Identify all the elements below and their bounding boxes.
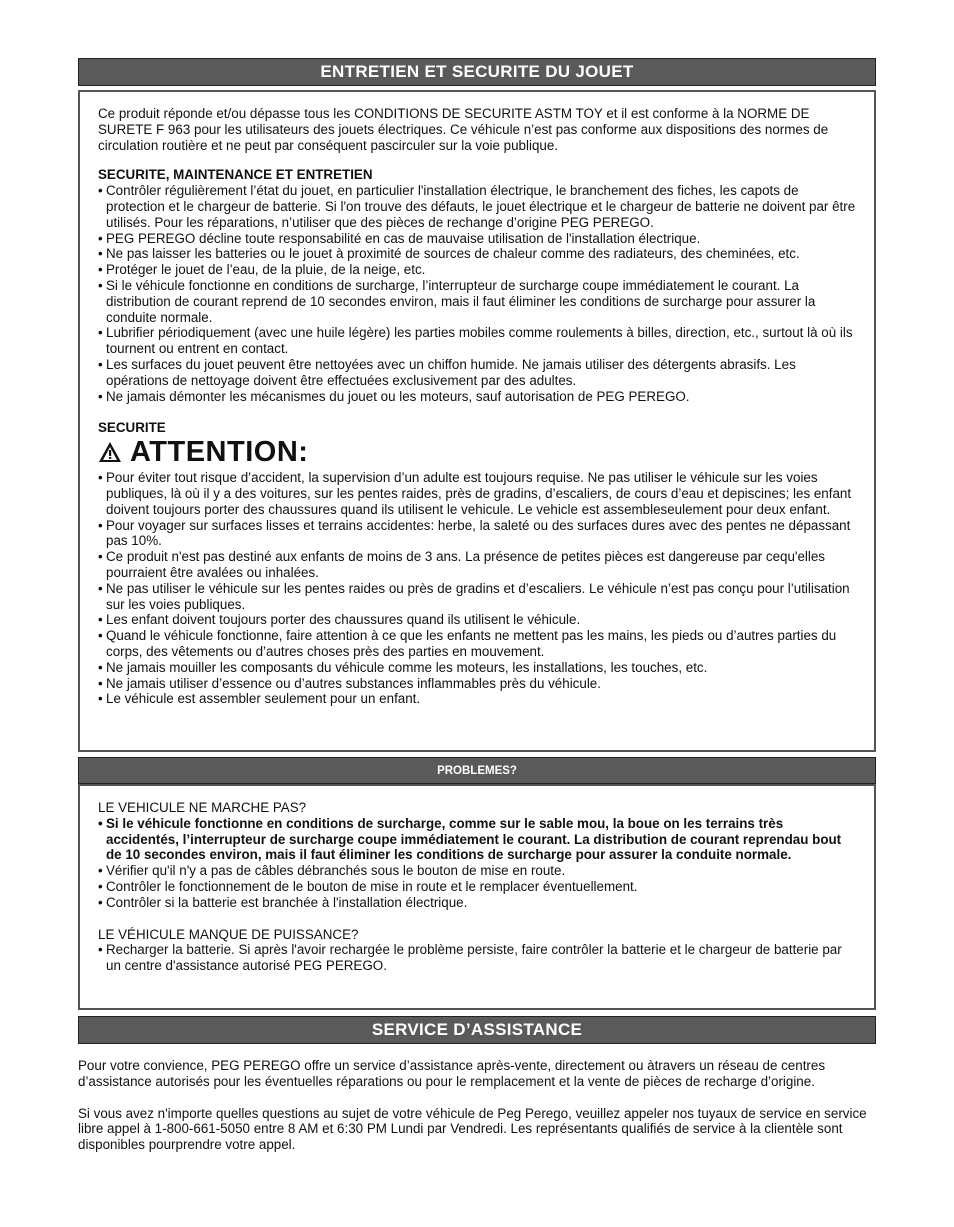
problem-title: LE VÉHICULE MANQUE DE PUISSANCE? <box>98 926 359 942</box>
section-header-service <box>78 1016 876 1044</box>
list-item: • PEG PEREGO décline toute responsabilité en cas de mauvaise utilisation de l'installation électrique. <box>98 231 856 247</box>
list-item: • Les enfant doivent toujours porter des chaussures quand ils utilisent le véhicule. <box>98 612 856 628</box>
warning-triangle-icon <box>98 441 122 463</box>
list-item: • Si le véhicule fonctionne en conditions de surcharge, l’interrupteur de surcharge coupe immédiatement le courant. La distribution de courant reprend de 10 secondes environ, mais il faut éliminer les conditions de surcharge pour assurer la conduite normale. <box>98 278 856 325</box>
list-item: • Contrôler si la batterie est branchée à l'installation électrique. <box>98 895 856 911</box>
list-item: • Ne pas utiliser le véhicule sur les pentes raides ou près de gradins et d’escaliers. Le véhicule n’est pas conçu pour l’utilisation sur les voies publiques. <box>98 581 856 613</box>
list-item: • Le véhicule est assembler seulement pour un enfant. <box>98 691 856 707</box>
list-item: • Les surfaces du jouet peuvent être nettoyées avec un chiffon humide. Ne jamais utiliser des détergents abrasifs. Les opérations de nettoyage doivent être effectuées exclusivement par des adultes. <box>98 357 856 389</box>
list-item: • Si le véhicule fonctionne en conditions de surcharge, comme sur le sable mou, la boue on les terrains très accidentés, l’interrupteur de surcharge coupe immédiatement le courant. La distribution de courant reprendau bout de 10 secondes environ, mais il faut éliminer les conditions de surcharge pour assurer la conduite normale. <box>98 816 856 863</box>
list-item: • Ne jamais mouiller les composants du véhicule comme les moteurs, les installations, les touches, etc. <box>98 660 856 676</box>
list-item: • Ne jamais utiliser d’essence ou d’autres substances inflammables près du véhicule. <box>98 676 856 692</box>
attention-label: ATTENTION: <box>130 436 309 469</box>
service-paragraph: Pour votre convience, PEG PEREGO offre un service d’assistance après-vente, directement ou àtravers un réseau de centres d’assistance autorisés pour les éventuelles réparations ou pour le remplacement et la vente de pièces de recharge d’origine. <box>78 1058 826 1089</box>
safety-box <box>78 90 876 752</box>
section-header-entretien <box>78 58 876 86</box>
intro-paragraph: Ce produit réponde et/ou dépasse tous les CONDITIONS DE SECURITE ASTM TOY et il est conforme à la NORME DE SURETE F 963 pour les utilisateurs des jouets électriques. Ce véhicule n’est pas conforme aux dispositions des normes de circulation routière et ne peut par conséquent pascirculer sur la voie publique. <box>98 106 829 153</box>
list-item: • Pour éviter tout risque d’accident, la supervision d’un adulte est toujours requise. Ne pas utiliser le véhicule sur les voies publiques, là où il y a des voitures, sur les pentes raides, près de gradins, d’escaliers, de cours d’eau et depiscines; les enfant doivent toujours porter des chaussures quand ils utilisent le vehicule. Le vehicle est assembleseulement pour deux enfant. <box>98 470 856 517</box>
service-text <box>78 1058 876 1153</box>
list-item: • Lubrifier périodiquement (avec une huile légère) les parties mobiles comme roulements à billes, direction, etc., surtout là où ils tournent ou entrent en contact. <box>98 325 856 357</box>
problems-box <box>78 784 876 1010</box>
attention-heading <box>98 436 856 468</box>
list-item: • Vérifier qu'il n'y a pas de câbles débranchés sous le bouton de mise en route. <box>98 863 856 879</box>
list-item: • Recharger la batterie. Si après l'avoir rechargée le problème persiste, faire contrôler la batterie et le chargeur de batterie par un centre d'assistance autorisé PEG PEREGO. <box>98 942 856 974</box>
list-item: • Ne jamais démonter les mécanismes du jouet ou les moteurs, sauf autorisation de PEG PEREGO. <box>98 389 856 405</box>
list-item: • Protéger le jouet de l’eau, de la pluie, de la neige, etc. <box>98 262 856 278</box>
maintenance-title: SECURITE, MAINTENANCE ET ENTRETIEN <box>98 167 373 183</box>
section-header-problemes <box>78 757 876 784</box>
list-item: • Contrôler le fonctionnement de le bouton de mise in route et le remplacer éventuellement. <box>98 879 856 895</box>
list-item: • Pour voyager sur surfaces lisses et terrains accidentes: herbe, la saleté ou des surfaces dures avec des pentes ne dépassant pas 10%. <box>98 518 856 550</box>
list-item: • Quand le véhicule fonctionne, faire attention à ce que les enfants ne mettent pas les mains, les pieds ou d’autres parties du corps, des vêtements ou d’autres choses près des parties en mouvement. <box>98 628 856 660</box>
list-item: • Contrôler régulièrement l’état du jouet, en particulier l'installation électrique, le branchement des fiches, les capots de protection et le chargeur de batterie. Si l'on trouve des défauts, le jouet électrique et le chargeur de batterie ne doivent par être utilisés. Pour les réparations, n’utiliser que des pièces de rechange d’origine PEG PEREGO. <box>98 183 856 230</box>
section-title: ENTRETIEN ET SECURITE DU JOUET <box>320 62 634 81</box>
problem-list <box>98 816 856 911</box>
list-item: • Ce produit n'est pas destiné aux enfants de moins de 3 ans. La présence de petites pièces est dangereuse par cequ'elles pourraient être avalées ou inhalées. <box>98 549 856 581</box>
securite-list <box>98 470 856 707</box>
problem-title: LE VEHICULE NE MARCHE PAS? <box>98 800 307 815</box>
maintenance-list <box>98 183 856 404</box>
section-title: SERVICE D’ASSISTANCE <box>371 1020 583 1039</box>
problem-list <box>98 942 856 974</box>
list-item: • Ne pas laisser les batteries ou le jouet à proximité de sources de chaleur comme des radiateurs, des cheminées, etc. <box>98 246 856 262</box>
section-title: PROBLEMES? <box>437 765 517 777</box>
securite-title: SECURITE <box>98 420 166 436</box>
service-paragraph: Si vous avez n'importe quelles questions au sujet de votre véhicule de Peg Perego, veuillez appeler nos tuyaux de service en service libre appel à 1-800-661-5050 entre 8 AM et 6:30 PM Lundi par Vendredi. Les représentants qualifiés de service à la clientèle sont disponibles pourprendre votre appel. <box>78 1105 867 1153</box>
